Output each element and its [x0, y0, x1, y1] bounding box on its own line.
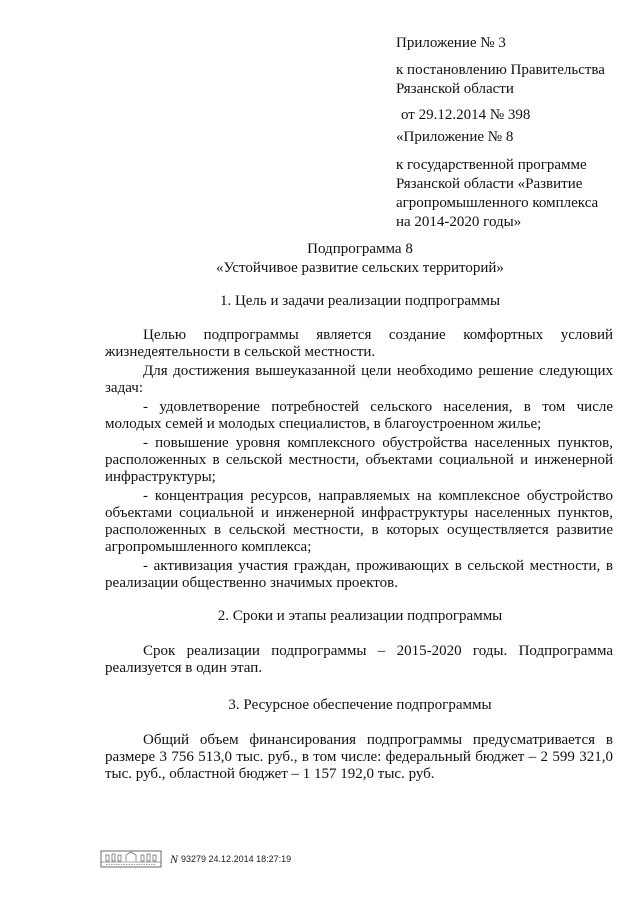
appendix-ref-line: Рязанской области «Развитие: [396, 176, 583, 192]
government-seal-icon: [100, 850, 162, 868]
appendix-header: [396, 34, 621, 125]
section-body: [105, 643, 613, 677]
task-item: - повышение уровня комплексного обустройства населенных пунктов, расположенных в сельской местности, объектами социальной и инженерной инфраструктуры;: [105, 435, 613, 485]
paragraph: Срок реализации подпрограммы – 2015-2020 годы. Подпрограмма реализуется в один этап.: [105, 643, 613, 676]
section-heading: 1. Цель и задачи реализации подпрограммы: [219, 293, 501, 309]
appendix-line: к постановлению Правительства: [396, 62, 605, 78]
subprogram-label: Подпрограмма 8: [307, 241, 413, 257]
paragraph: Общий объем финансирования подпрограммы предусматривается в размере 3 756 513,0 тыс. руб., в том числе: федеральный бюджет – 2 599 321,0 тыс. руб., областной бюджет – 1 157 192,0 тыс. руб.: [105, 732, 613, 782]
appendix-date: от 29.12.2014 № 398: [401, 107, 531, 123]
appendix-ref-line: к государственной программе: [396, 157, 587, 173]
footer-mark: N: [170, 851, 179, 866]
task-item: - концентрация ресурсов, направляемых на комплексное обустройство объектами социальной и инженерной инфраструктуры населенных пунктов, расположенных в сельской местности, в которых осуществляется развитие агропромышленного комплекса;: [105, 488, 613, 555]
section-body: [105, 327, 613, 592]
appendix-ref-title: «Приложение № 8: [396, 129, 514, 145]
subprogram-name: «Устойчивое развитие сельских территорий»: [216, 260, 504, 276]
appendix-title: Приложение № 3: [396, 35, 506, 51]
task-item: - активизация участия граждан, проживающих в сельской местности, в реализации общественно значимых проектов.: [105, 558, 613, 591]
appendix-ref-line: на 2014-2020 годы»: [396, 214, 522, 230]
section-body: [105, 732, 613, 783]
appendix-ref-line: агропромышленного комплекса: [396, 195, 599, 211]
paragraph: Для достижения вышеуказанной цели необходимо решение следующих задач:: [105, 363, 613, 396]
appendix-reference: [396, 128, 621, 232]
appendix-line: Рязанской области: [396, 81, 514, 97]
section-heading: 3. Ресурсное обеспечение подпрограммы: [228, 697, 492, 713]
paragraph: Целью подпрограммы является создание комфортных условий жизнедеятельности в сельской местности.: [105, 327, 613, 360]
section-heading: 2. Сроки и этапы реализации подпрограммы: [217, 608, 503, 624]
task-item: - удовлетворение потребностей сельского населения, в том числе молодых семей и молодых специалистов, в благоустроенном жилье;: [105, 399, 613, 432]
footer-doc-info: 93279 24.12.2014 18:27:19: [181, 854, 292, 864]
document-footer: [100, 849, 291, 869]
